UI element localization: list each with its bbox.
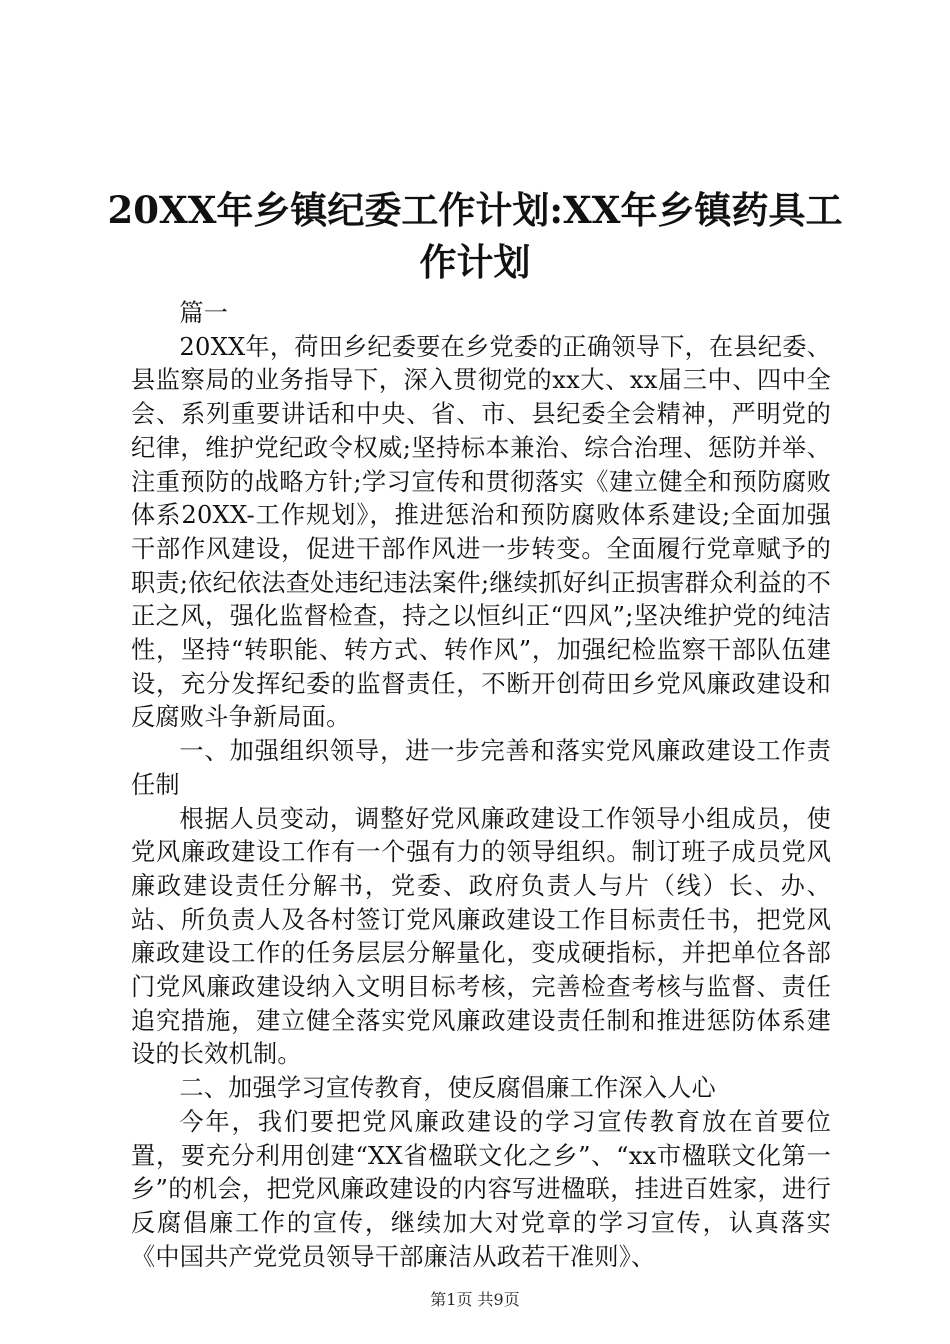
paragraph: 20XX年，荷田乡纪委要在乡党委的正确领导下，在县纪委、县监察局的业务指导下，深入贯彻党的xx大、xx届三中、四中全会、系列重要讲话和中央、省、市、县纪委全会精神，严明党的纪律，维护党纪政令权威;坚持标本兼治、综合治理、惩防并举、注重预防的战略方针;学习宣传和贯彻落实《建立健全和预防腐败体系20XX-工作规划》，推进惩治和预防腐败体系建设;全面加强干部作风建设，促进干部作风进一步转变。全面履行党章赋予的职责;依纪依法查处违纪违法案件;继续抓好纠正损害群众利益的不正之风，强化监督检查，持之以恒纠正“四风”;坚决维护党的纯洁性，坚持“转职能、转方式、转作风”，加强纪检监察干部队伍建设，充分发挥纪委的监督责任，不断开创荷田乡党风廉政建设和反腐败斗争新局面。 — [131, 332, 831, 732]
document-title: 20XX年乡镇纪委工作计划:XX年乡镇药具工作计划 — [107, 188, 843, 284]
document-body — [131, 297, 831, 1274]
section-heading: 二、加强学习宣传教育，使反腐倡廉工作深入人心 — [179, 1074, 716, 1103]
paragraph: 根据人员变动，调整好党风廉政建设工作领导小组成员，使党风廉政建设工作有一个强有力的领导组织。制订班子成员党风廉政建设责任分解书，党委、政府负责人与片（线）长、办、站、所负责人及各村签订党风廉政建设工作目标责任书，把党风廉政建设工作的任务层层分解量化，变成硬指标，并把单位各部门党风廉政建设纳入文明目标考核，完善检查考核与监督、责任追究措施，建立健全落实党风廉政建设责任制和推进惩防体系建设的长效机制。 — [131, 804, 831, 1069]
paragraph: 今年，我们要把党风廉政建设的学习宣传教育放在首要位置，要充分利用创建“XX省楹联文化之乡”、“xx市楹联文化第一乡”的机会，把党风廉政建设的内容写进楹联，挂进百姓家，进行反腐倡廉工作的宣传，继续加大对党章的学习宣传，认真落实《中国共产党党员领导干部廉洁从政若干准则》、 — [131, 1107, 831, 1271]
page-footer: 第1页 共9页 — [430, 1290, 520, 1309]
section-heading: 一、加强组织领导，进一步完善和落实党风廉政建设工作责任制 — [131, 737, 831, 799]
section-label: 篇一 — [179, 299, 229, 327]
